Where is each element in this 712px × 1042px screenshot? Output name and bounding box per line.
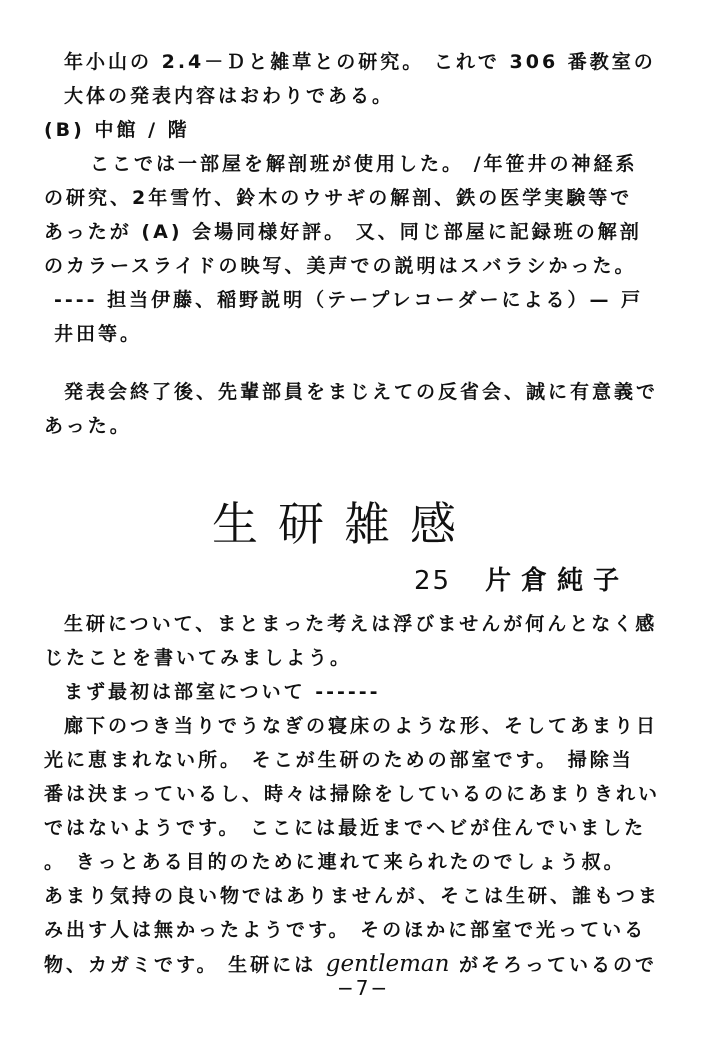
text-line: ではないようです。 ここには最近までヘビが住んでいました	[44, 817, 647, 839]
text-line: 年小山の 2.4－Ｄと雑草との研究。 これで 306 番教室の	[64, 51, 656, 73]
text-line: のカラースライドの映写、美声での説明はスバラシかった。	[44, 255, 637, 277]
author-name: 片倉純子	[485, 566, 630, 596]
text-line: まず最初は部室について ------	[64, 681, 381, 703]
text-fragment: 物、カガミです。 生研には	[44, 954, 326, 976]
handwritten-word: gentleman	[325, 951, 450, 977]
essay-title: 生研雑感	[212, 497, 476, 551]
text-line: じたことを書いてみましよう。	[44, 647, 353, 669]
text-line: ここでは一部屋を解剖班が使用した。 /年笹井の神経系	[90, 153, 638, 175]
text-line: 廊下のつき当りでうなぎの寝床のような形、そしてあまり日	[64, 715, 659, 737]
author-number: 25	[414, 566, 452, 596]
text-line: あった。	[44, 415, 132, 437]
text-line: 生研について、まとまった考えは浮びませんが何んとなく感	[64, 613, 658, 635]
text-line: 発表会終了後、先輩部員をまじえての反省会、誠に有意義で	[64, 381, 659, 403]
text-line: あまり気持の良い物ではありませんが、そこは生研、誰もつま	[44, 885, 661, 907]
text-line: 番は決まっているし、時々は掃除をしているのにあまりきれい	[44, 783, 661, 805]
section-heading: (B) 中館 / 階	[44, 119, 190, 141]
essay-author	[414, 560, 629, 597]
text-fragment: がそろっているので	[449, 954, 658, 976]
text-line: の研究、2年雪竹、鈴木のウサギの解剖、鉄の医学実験等で	[44, 187, 633, 209]
text-line: あったが (A) 会場同様好評。 又、同じ部屋に記録班の解剖	[44, 221, 642, 243]
text-line	[44, 952, 657, 977]
text-line: 光に恵まれない所。 そこが生研のための部室です。 掃除当	[44, 749, 634, 771]
text-line: 大体の発表内容はおわりである。	[64, 85, 395, 107]
text-line: ---- 担当伊藤、稲野説明（テープレコーダーによる）— 戸	[54, 289, 644, 311]
text-line: 。 きっとある目的のために連れて来られたのでしょう叔。	[44, 851, 626, 873]
text-line: み出す人は無かったようです。 そのほかに部室で光っている	[44, 919, 647, 941]
text-line: 井田等。	[54, 323, 143, 345]
page-number: −7−	[337, 976, 390, 1000]
